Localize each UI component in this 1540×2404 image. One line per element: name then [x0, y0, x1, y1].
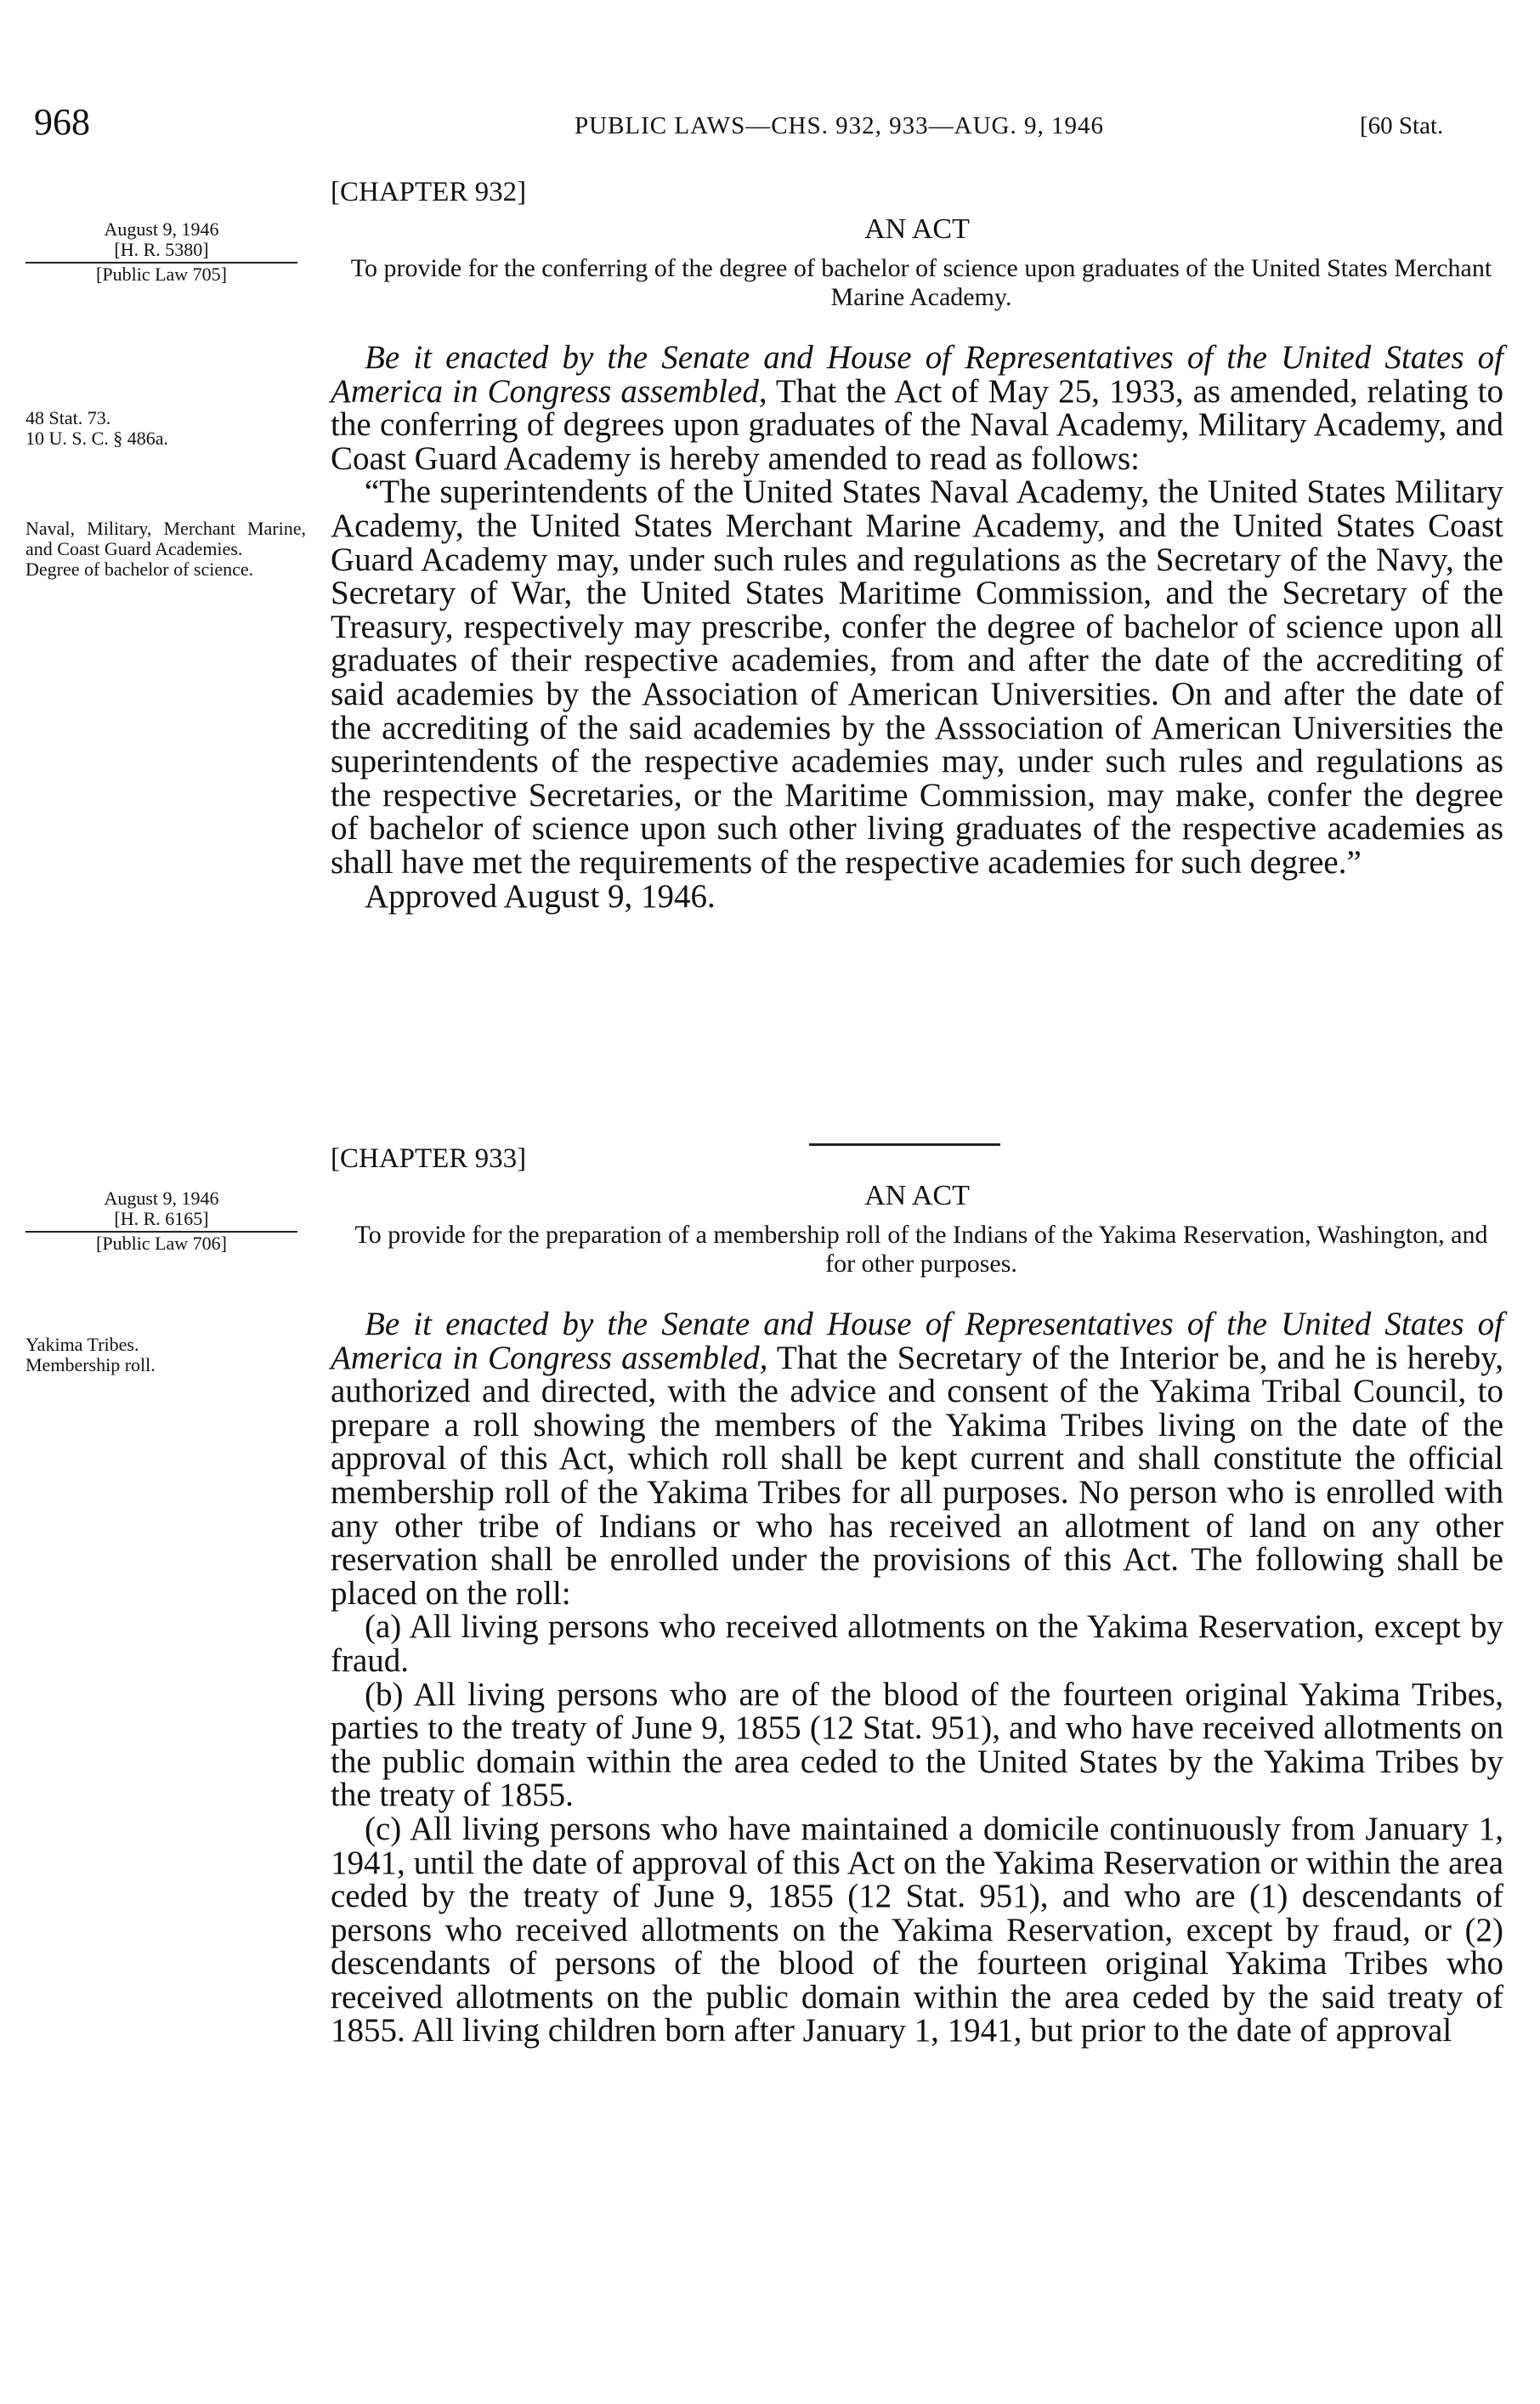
body-paragraph: (a) All living persons who received allotments on the Yakima Reservation, except by fraud. [331, 1608, 1503, 1679]
enacting-clause: Be it enacted by the Senate and House of Representatives of the United States of America in Congress assembled, [331, 339, 1503, 410]
body-paragraph [331, 341, 1503, 475]
margin-topic: Naval, Military, Merchant Marine, and Coast Guard Academies. [25, 518, 306, 559]
margin-bill-number: [H. R. 6165] [114, 1208, 209, 1229]
approved-line: Approved August 9, 1946. [365, 877, 716, 915]
margin-note-ch932-header [25, 219, 297, 285]
paragraph-text: That the Secretary of the Interior be, and he is hereby, authorized and directed, with the advice and consent of the Yakima Tribal Council, to prepare a roll showing the members of the Yakima Tribes living on the date of the approval of this Act, which roll shall be kept current and shall constitute the official membership roll of the Yakima Tribes for all purposes. No person who is enrolled with any other tribe of Indians or who has received an allotment of land on any other reservation shall be enrolled under the provisions of this Act. The following shall be placed on the roll: [331, 1339, 1503, 1612]
margin-date: August 9, 1946 [104, 1188, 219, 1209]
act-label: AN ACT [864, 213, 970, 245]
margin-date: August 9, 1946 [104, 218, 219, 240]
body-paragraph: “The superintendents of the United States Naval Academy, the United States Military Academy, the United States Merchant Marine Academy, and the United States Coast Guard Academy may, under such rules and regulations as the Secretary of the Navy, the Secretary of War, the United States Maritime Commission, and the Secretary of the Treasury, respectively may prescribe, confer the degree of bachelor of science upon all graduates of their respective academies, from and after the date of the accrediting of said academies by the Association of American Universities. On and after the date of the accrediting of the said academies by the Asssociation of American Universities the superintendents of the respective academies may, under such rules and regulations as the respective Secretaries, or the Maritime Commission, may make, confer the degree of bachelor of science upon such other living graduates of the respective academies as shall have met the requirements of the respective academies for such degree.” [331, 473, 1503, 881]
running-title: PUBLIC LAWS—CHS. 932, 933—AUG. 9, 1946 [575, 112, 1104, 139]
margin-note-topic [25, 1335, 229, 1375]
page-number: 968 [34, 101, 90, 143]
act-body [331, 341, 1503, 913]
running-head [34, 100, 1479, 143]
chapter-label: [CHAPTER 932] [331, 177, 527, 207]
body-paragraph: (c) All living persons who have maintained a domicile continuously from January 1, 1941, until the date of approval of this Act on the Yakima Reservation or within the area ceded by the treaty of June 9, 1855 (12 Stat. 951), and who are (1) descendants of persons who received allotments on the Yakima Reservation, except by fraud, or (2) descendants of persons of the blood of the fourteen original Yakima Tribes who received allotments on the public domain within the area ceded by the said treaty of 1855. All living children born after January 1, 1941, but prior to the date of approval [331, 1810, 1503, 2050]
body-paragraph [331, 1307, 1503, 1610]
margin-public-law: [Public Law 705] [96, 264, 227, 285]
margin-bill-number: [H. R. 5380] [114, 239, 209, 260]
chapter-label: [CHAPTER 933] [331, 1143, 527, 1174]
margin-note-topic [25, 519, 306, 580]
margin-citation: 48 Stat. 73. [25, 407, 111, 428]
chapter-932 [331, 177, 1503, 913]
margin-topic: Degree of bachelor of science. [25, 558, 254, 580]
act-label: AN ACT [864, 1180, 970, 1211]
act-title: To provide for the preparation of a membership roll of the Indians of the Yakima Reservation, Washington, and for other purposes. [354, 1221, 1488, 1278]
margin-public-law: [Public Law 706] [96, 1233, 227, 1254]
chapter-933 [331, 1143, 1503, 2048]
margin-note-citations [25, 408, 229, 449]
margin-topic: Yakima Tribes. Membership roll. [25, 1334, 156, 1375]
paragraph-text: That the Act of May 25, 1933, as amended, relating to the conferring of degrees upon graduates of the Naval Academy, Military Academy, and Coast Guard Academy is hereby amended to read as follows: [331, 372, 1503, 477]
enacting-clause: Be it enacted by the Senate and House of Representatives of the United States of America in Congress assembled, [331, 1306, 1503, 1376]
act-body [331, 1307, 1503, 2048]
body-paragraph: (b) All living persons who are of the blood of the fourteen original Yakima Tribes, parties to the treaty of June 9, 1855 (12 Stat. 951), and who have received allotments on the public domain within the area ceded to the United States by the Yakima Tribes by the treaty of 1855. [331, 1675, 1503, 1814]
act-title: To provide for the conferring of the degree of bachelor of science upon graduates of the United States Merchant Marine Academy. [350, 254, 1492, 311]
margin-citation: 10 U. S. C. § 486a. [25, 428, 169, 449]
volume-reference: [60 Stat. [1360, 112, 1444, 139]
margin-note-ch933-header [25, 1188, 297, 1254]
